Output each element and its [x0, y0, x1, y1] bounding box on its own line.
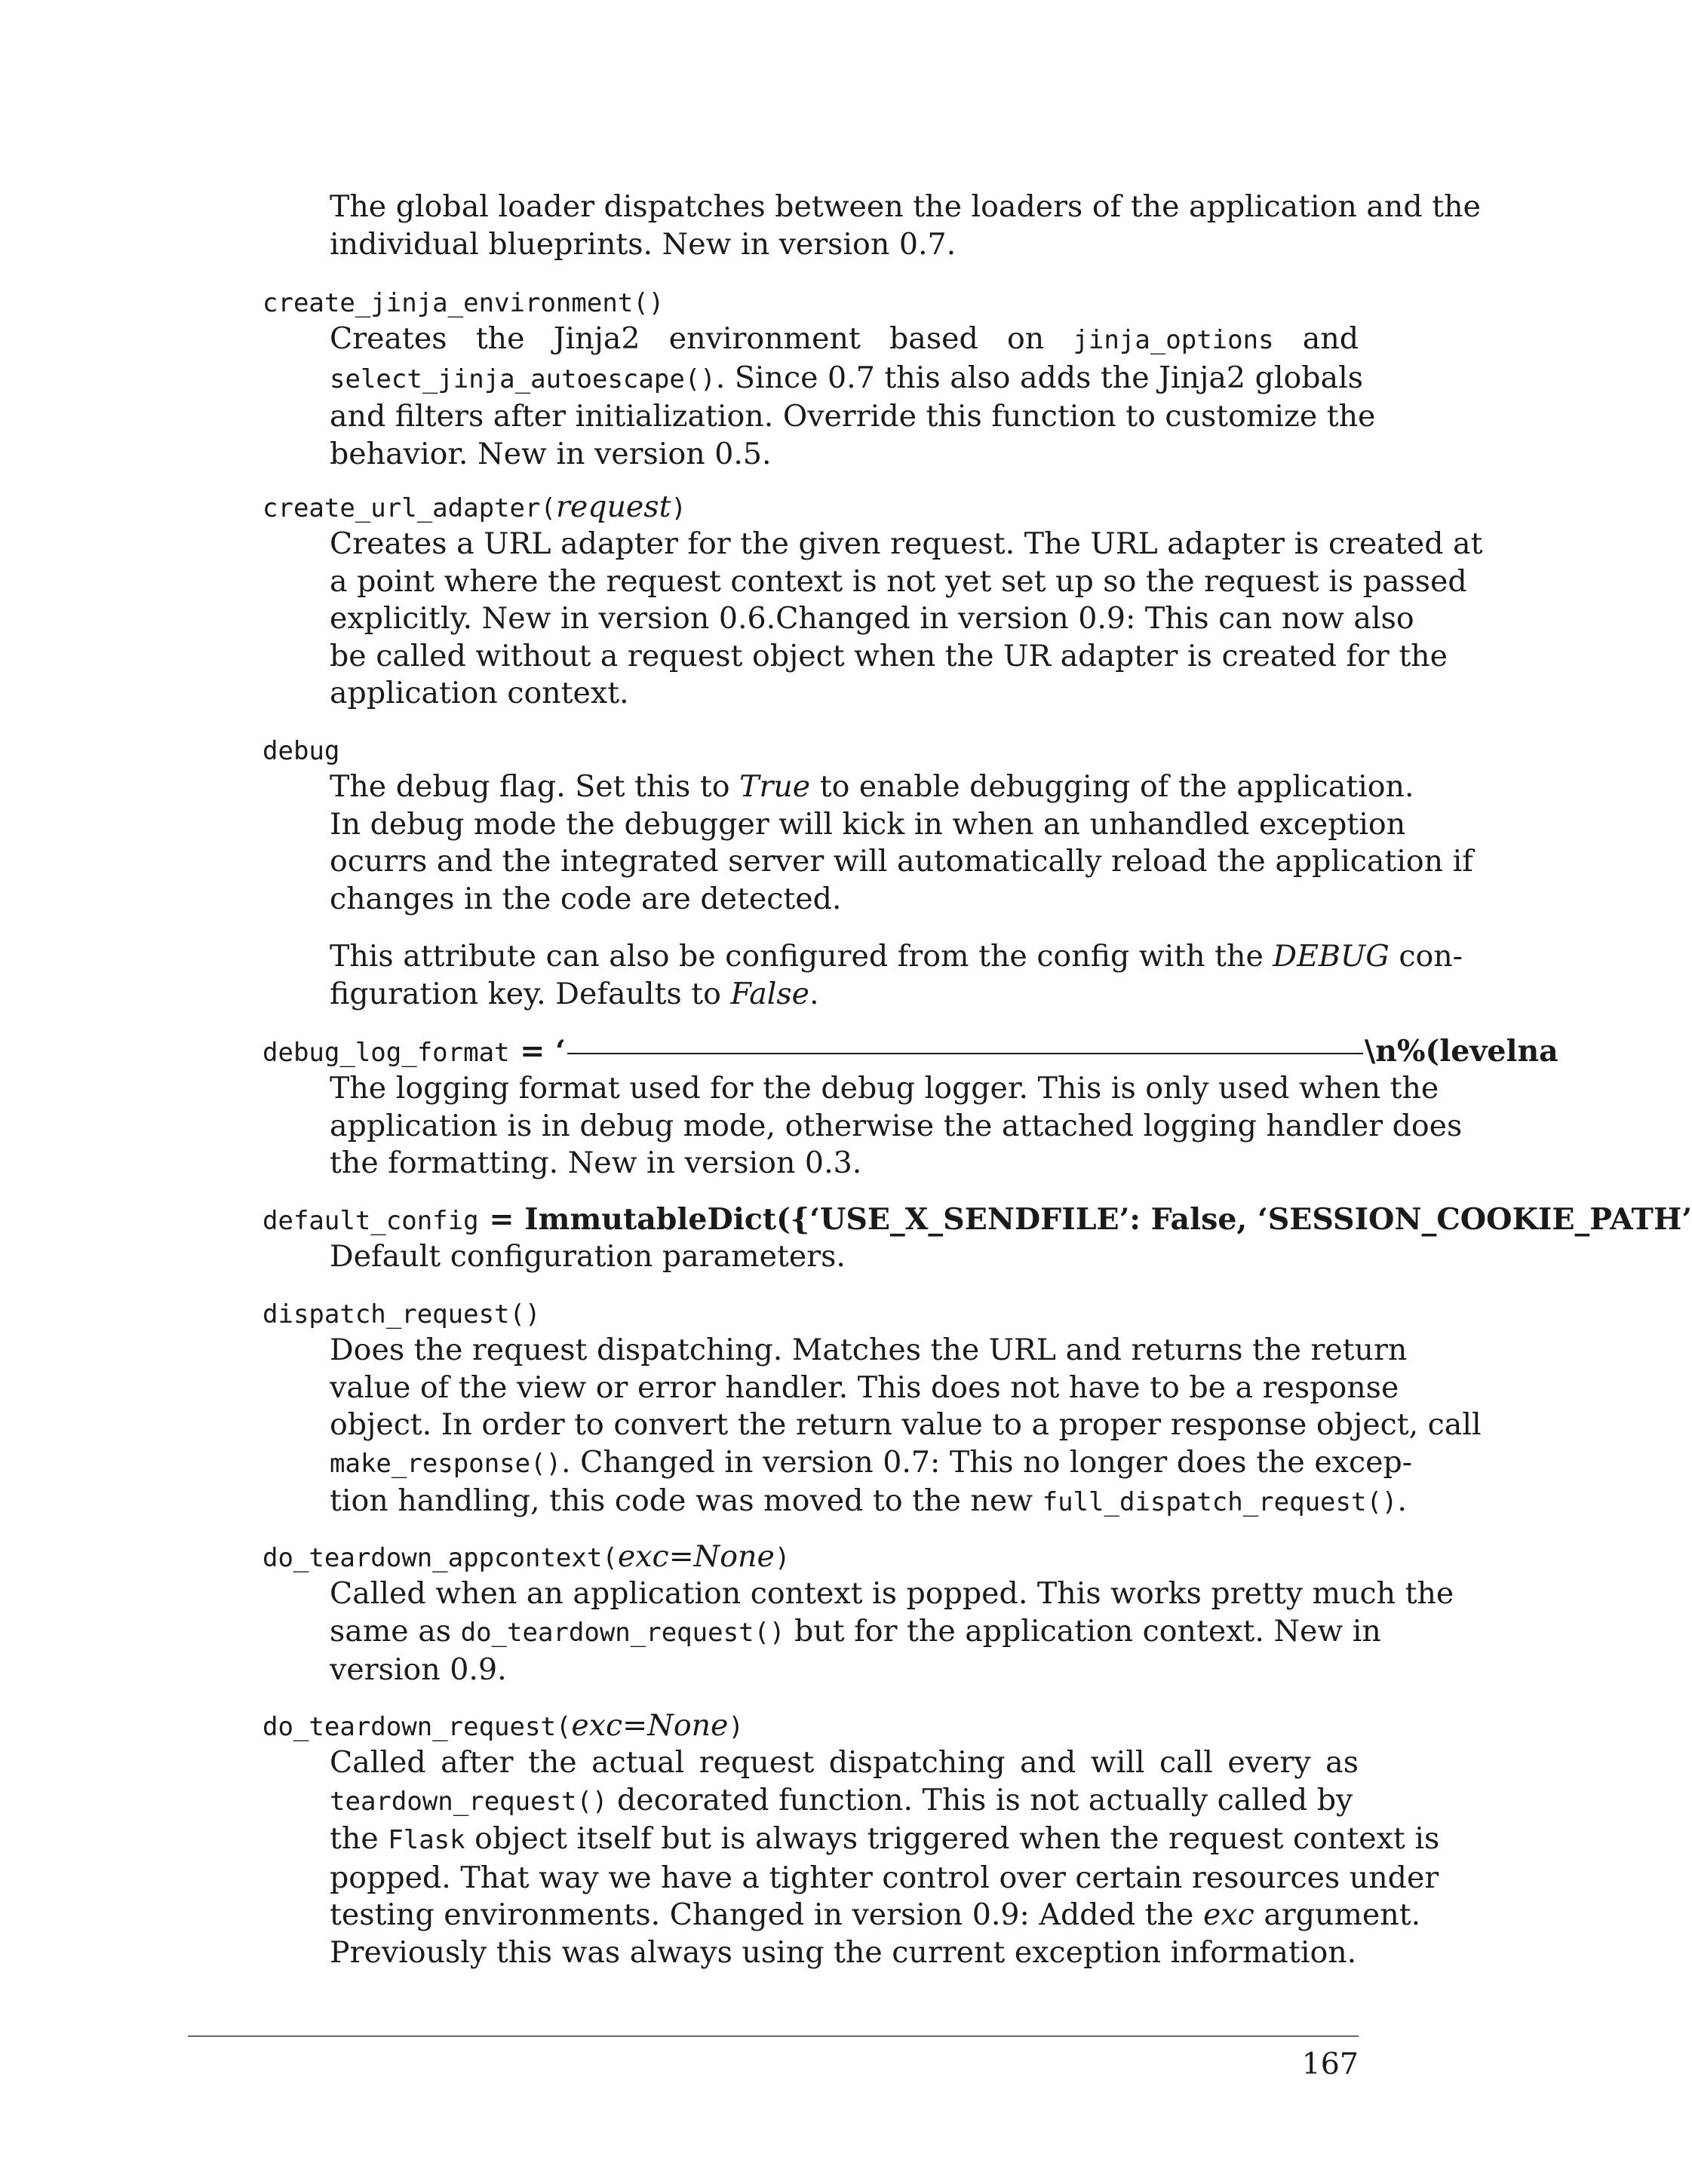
word: will — [1090, 1745, 1145, 1780]
default-config-description — [330, 1238, 1359, 1276]
inline-code: Flask — [388, 1825, 465, 1855]
inline-code: make_response() — [330, 1448, 562, 1479]
text-line — [330, 976, 1359, 1014]
word: request — [699, 1745, 815, 1780]
text-line: behavior. New in version 0.5. — [330, 436, 772, 471]
text-line: Creates a URL adapter for the given request. The URL adapter is created at — [330, 526, 1483, 561]
method-name: create_url_adapter( — [263, 493, 556, 523]
method-name: dispatch_request() — [263, 1299, 541, 1330]
long-dash-rule — [567, 1053, 1363, 1054]
value-tail: \n%(levelna — [1364, 1034, 1558, 1069]
text-line — [330, 1821, 1440, 1860]
inline-code: jinja_options — [1073, 325, 1274, 355]
word: after — [441, 1745, 514, 1780]
attribute-name: debug — [263, 736, 340, 766]
text-line: The logging format used for the debug logger. This is only used when the — [330, 1071, 1439, 1106]
word: the — [527, 1745, 577, 1780]
text-line: application context. — [330, 676, 629, 710]
debug-log-format-description — [330, 1070, 1463, 1182]
text-line — [330, 768, 1414, 806]
method-signature-dispatch-request — [263, 1295, 540, 1334]
method-name: do_teardown_request( — [263, 1712, 572, 1742]
intro-paragraph — [330, 189, 1481, 263]
method-signature-do-teardown-request — [263, 1707, 744, 1747]
inline-code: full_dispatch_request() — [1042, 1487, 1398, 1517]
do-teardown-request-description — [330, 1744, 1440, 1971]
paren: ) — [671, 493, 686, 523]
word: call — [1159, 1745, 1213, 1780]
word: on — [1007, 321, 1045, 356]
italic-text: exc — [1202, 1897, 1254, 1932]
text-line: Default configuration parameters. — [330, 1239, 846, 1274]
dispatch-request-description — [330, 1332, 1482, 1522]
text-line: In debug mode the debugger will kick in when an unhandled exception — [330, 806, 1406, 842]
italic-text: True — [739, 769, 811, 804]
word: actual — [591, 1745, 685, 1780]
text-line: The global loader dispatches between the loaders of the application and the — [330, 189, 1481, 224]
method-signature-create-jinja-environment — [263, 284, 664, 323]
attribute-signature-debug — [263, 732, 339, 771]
attribute-name: default_config — [263, 1206, 479, 1236]
text-run: argument. — [1254, 1897, 1421, 1932]
text-line: version 0.9. — [330, 1652, 507, 1687]
word: and — [1302, 321, 1359, 356]
text-line — [330, 1897, 1421, 1934]
inline-code: do_teardown_request() — [460, 1617, 785, 1648]
text-run: object itself but is always triggered when the request context is — [465, 1821, 1440, 1856]
text-line — [330, 1444, 1413, 1483]
attribute-name: debug_log_format — [263, 1038, 510, 1068]
text-line: explicitly. New in version 0.6.Changed in version 0.9: This can now also — [330, 601, 1414, 636]
word: and — [1020, 1745, 1076, 1780]
text-run: figuration key. Defaults to — [330, 976, 731, 1011]
text-line: Previously this was always using the current exception information. — [330, 1934, 1357, 1970]
text-run: to enable debugging of the application. — [810, 769, 1414, 804]
text-run: . Changed in version 0.7: This no longer does the excep- — [561, 1444, 1413, 1480]
attribute-signature-debug-log-format — [263, 1033, 1558, 1072]
method-name: do_teardown_appcontext( — [263, 1543, 618, 1573]
text-run: but for the application context. New in — [785, 1613, 1381, 1649]
create-jinja-environment-description — [330, 321, 1376, 473]
text-run: . — [809, 976, 819, 1011]
word: every — [1227, 1745, 1311, 1780]
text-line: individual blueprints. New in version 0.7. — [330, 226, 957, 262]
text-run: . — [1397, 1483, 1407, 1518]
text-line — [330, 1613, 1381, 1652]
text-line: a point where the request context is not yet set up so the request is passed — [330, 563, 1467, 599]
assignment: = ‘ — [509, 1034, 566, 1069]
method-signature-create-url-adapter — [263, 489, 686, 528]
debug-description — [330, 768, 1473, 918]
text-run: This attribute can also be configured from the config with the — [330, 939, 1273, 974]
paren: ) — [728, 1712, 744, 1742]
method-name: create_jinja_environment() — [263, 288, 665, 318]
text-line — [330, 321, 1359, 360]
text-line: and filters after initialization. Override this function to customize the — [330, 399, 1376, 434]
text-line: changes in the code are detected. — [330, 881, 842, 916]
text-line: value of the view or error handler. This does not have to be a response — [330, 1370, 1399, 1405]
text-run: decorated function. This is not actually called by — [607, 1782, 1353, 1817]
text-line — [330, 1744, 1359, 1782]
footer-rule — [188, 2035, 1359, 2037]
text-line — [330, 938, 1463, 976]
word: Called — [330, 1745, 426, 1780]
word: based — [889, 321, 978, 356]
method-signature-do-teardown-appcontext — [263, 1538, 790, 1578]
text-line — [330, 360, 1364, 399]
parameter: request — [555, 489, 671, 524]
text-line: popped. That way we have a tighter control over certain resources under — [330, 1860, 1439, 1895]
page-number: 167 — [1301, 2047, 1359, 2081]
text-run: tion handling, this code was moved to the new — [330, 1483, 1043, 1518]
word: Jinja2 — [553, 321, 640, 356]
text-run: the — [330, 1821, 388, 1856]
word: the — [475, 321, 525, 356]
text-line — [330, 1483, 1407, 1522]
word: Creates — [330, 321, 447, 356]
text-line: ocurrs and the integrated server will automatically reload the application if — [330, 844, 1473, 879]
text-line — [330, 1782, 1359, 1821]
text-run: testing environments. Changed in version 0.9: Added the — [330, 1897, 1203, 1932]
word: as — [1325, 1745, 1359, 1780]
create-url-adapter-description — [330, 526, 1483, 713]
text-line: the formatting. New in version 0.3. — [330, 1146, 862, 1180]
debug-description-paragraph-2 — [330, 938, 1463, 1013]
text-run: The debug flag. Set this to — [330, 769, 740, 804]
text-run: con- — [1389, 939, 1463, 974]
italic-text: DEBUG — [1273, 939, 1390, 974]
text-line: application is in debug mode, otherwise the attached logging handler does — [330, 1108, 1463, 1143]
text-line: object. In order to convert the return value to a proper response object, call — [330, 1407, 1482, 1442]
text-line: be called without a request object when the UR adapter is created for the — [330, 638, 1448, 673]
inline-code: teardown_request() — [330, 1786, 608, 1817]
do-teardown-appcontext-description — [330, 1575, 1454, 1689]
text-run: . Since 0.7 this also adds the Jinja2 globals — [715, 360, 1364, 395]
inline-code: select_jinja_autoescape() — [330, 363, 716, 394]
word: dispatching — [828, 1745, 1006, 1780]
paren: ) — [774, 1543, 791, 1573]
parameter: exc=None — [571, 1708, 729, 1743]
text-line: Called when an application context is popped. This works pretty much the — [330, 1576, 1454, 1611]
text-run: same as — [330, 1613, 461, 1649]
parameter: exc=None — [617, 1539, 775, 1574]
attribute-signature-default-config — [263, 1201, 1692, 1241]
word: environment — [668, 321, 861, 356]
text-line: Does the request dispatching. Matches the URL and returns the return — [330, 1333, 1408, 1367]
attribute-value: = ImmutableDict({‘USE_X_SENDFILE’: False, ‘SESSION_COOKIE_PATH’ — [478, 1202, 1692, 1237]
italic-text: False — [730, 976, 810, 1011]
